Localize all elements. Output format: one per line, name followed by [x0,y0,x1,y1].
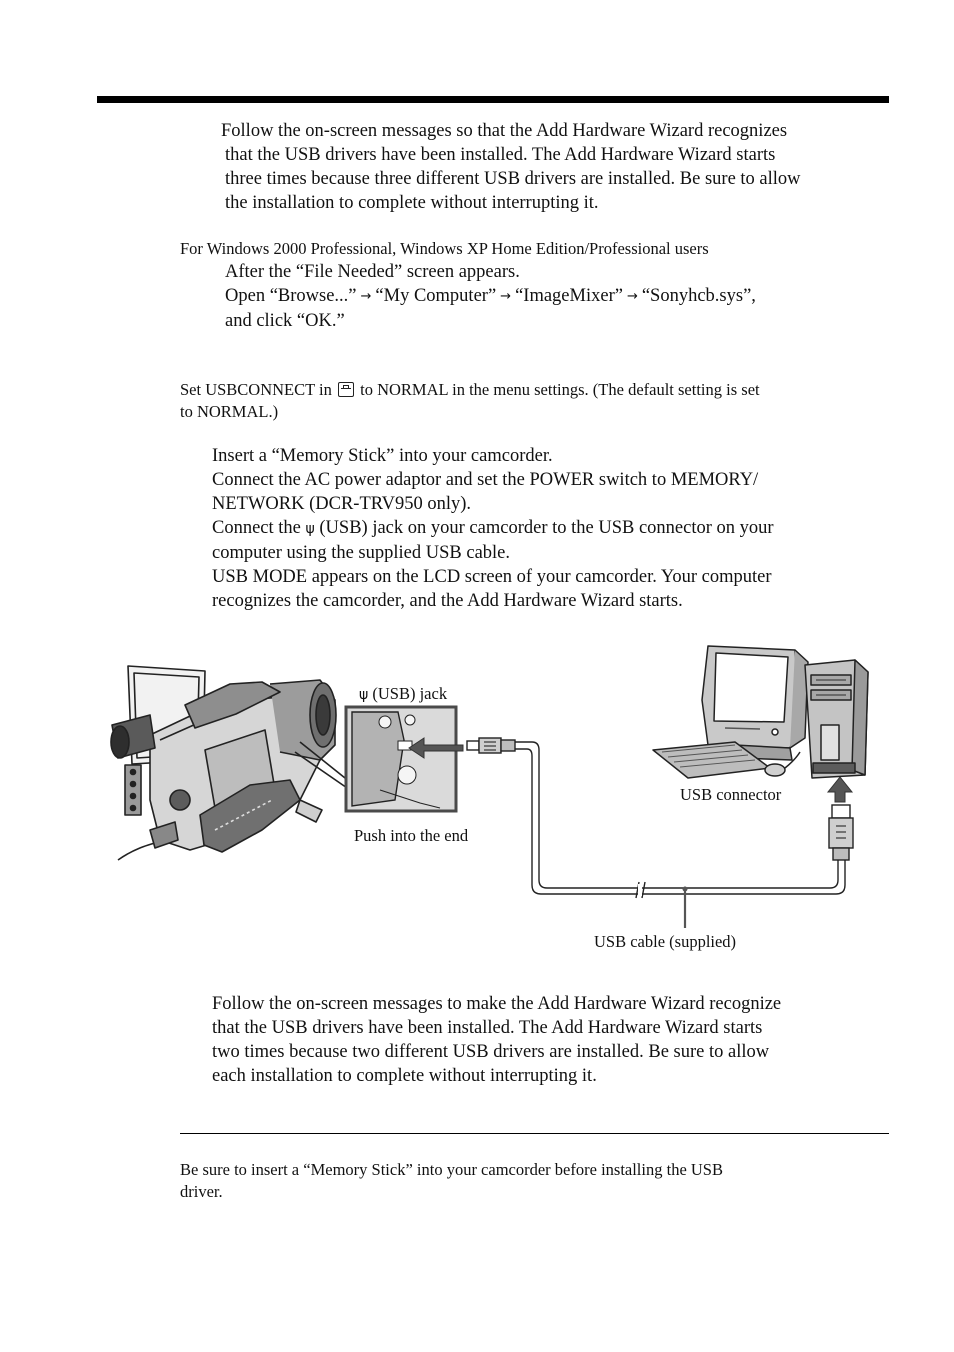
text-line: Connect the AC power adaptor and set the POWER switch to MEMORY/ [212,470,759,490]
text-line: that the USB drivers have been installed. The Add Hardware Wizard starts [212,1018,763,1038]
text-line: the installation to complete without interrupting it. [225,193,599,213]
usb-connector-caption: USB connector [680,785,782,804]
text-line: Be sure to insert a “Memory Stick” into your camcorder before installing the USB [180,1160,723,1179]
usb-plug-camcorder-side [467,738,515,753]
text-line: After the “File Needed” screen appears. [225,262,520,282]
text-line: that the USB drivers have been installed. The Add Hardware Wizard starts [225,145,776,165]
text-line: USB MODE appears on the LCD screen of your camcorder. Your computer [212,567,772,587]
windows-2000-heading: For Windows 2000 Professional, Windows XP Home Edition/Professional users [180,239,709,258]
usb-jack-caption [359,684,447,704]
caption-text: (USB) jack [372,684,448,703]
path-browse: Open “Browse...” [225,286,357,306]
usb-icon: ψ [305,521,315,537]
text-line: three times because three different USB drivers are installed. Be sure to allow [225,169,801,189]
text-fragment: Connect the [212,518,301,538]
follow-instructions-paragraph-2 [212,992,781,1088]
path-imagemixer: “ImageMixer” [515,286,623,306]
usb-jack-closeup [346,707,463,811]
text-line: two times because two different USB drivers are installed. Be sure to allow [212,1042,770,1062]
text-line: Insert a “Memory Stick” into your camcorder. [212,446,553,466]
arrow-right-icon: → [360,289,372,304]
arrow-right-icon: → [500,289,512,304]
text-line: driver. [180,1182,223,1201]
usb-icon: ψ [359,687,369,703]
text-fragment: Set USBCONNECT in [180,380,332,399]
text-line: and click “OK.” [225,311,345,331]
usb-cable-caption: USB cable (supplied) [594,932,737,951]
text-line: to NORMAL.) [180,402,279,421]
text-line: each installation to complete without interrupting it. [212,1066,597,1086]
memory-stick-note [180,1159,723,1203]
arrow-right-icon: → [626,289,638,304]
text-line: Follow the on-screen messages to make the Add Hardware Wizard recognize [212,994,782,1014]
computer-drawing [653,646,868,778]
note-divider [180,1133,889,1134]
text-line: Follow the on-screen messages so that the Add Hardware Wizard recognizes [221,121,788,141]
text-line: computer using the supplied USB cable. [212,543,511,563]
text-fragment: (USB) jack on your camcorder to the USB connector on your [319,518,774,538]
text-fragment: to NORMAL in the menu settings. (The default setting is set [360,380,760,399]
usb-plug-computer-side [828,777,853,860]
text-line: recognizes the camcorder, and the Add Hardware Wizard starts. [212,591,683,611]
path-my-computer: “My Computer” [375,286,497,306]
text-line: NETWORK (DCR-TRV950 only). [212,494,472,514]
camcorder-drawing [111,666,350,860]
path-sonyhcb: “Sonyhcb.sys”, [641,286,756,306]
push-into-end-caption: Push into the end [354,826,469,845]
